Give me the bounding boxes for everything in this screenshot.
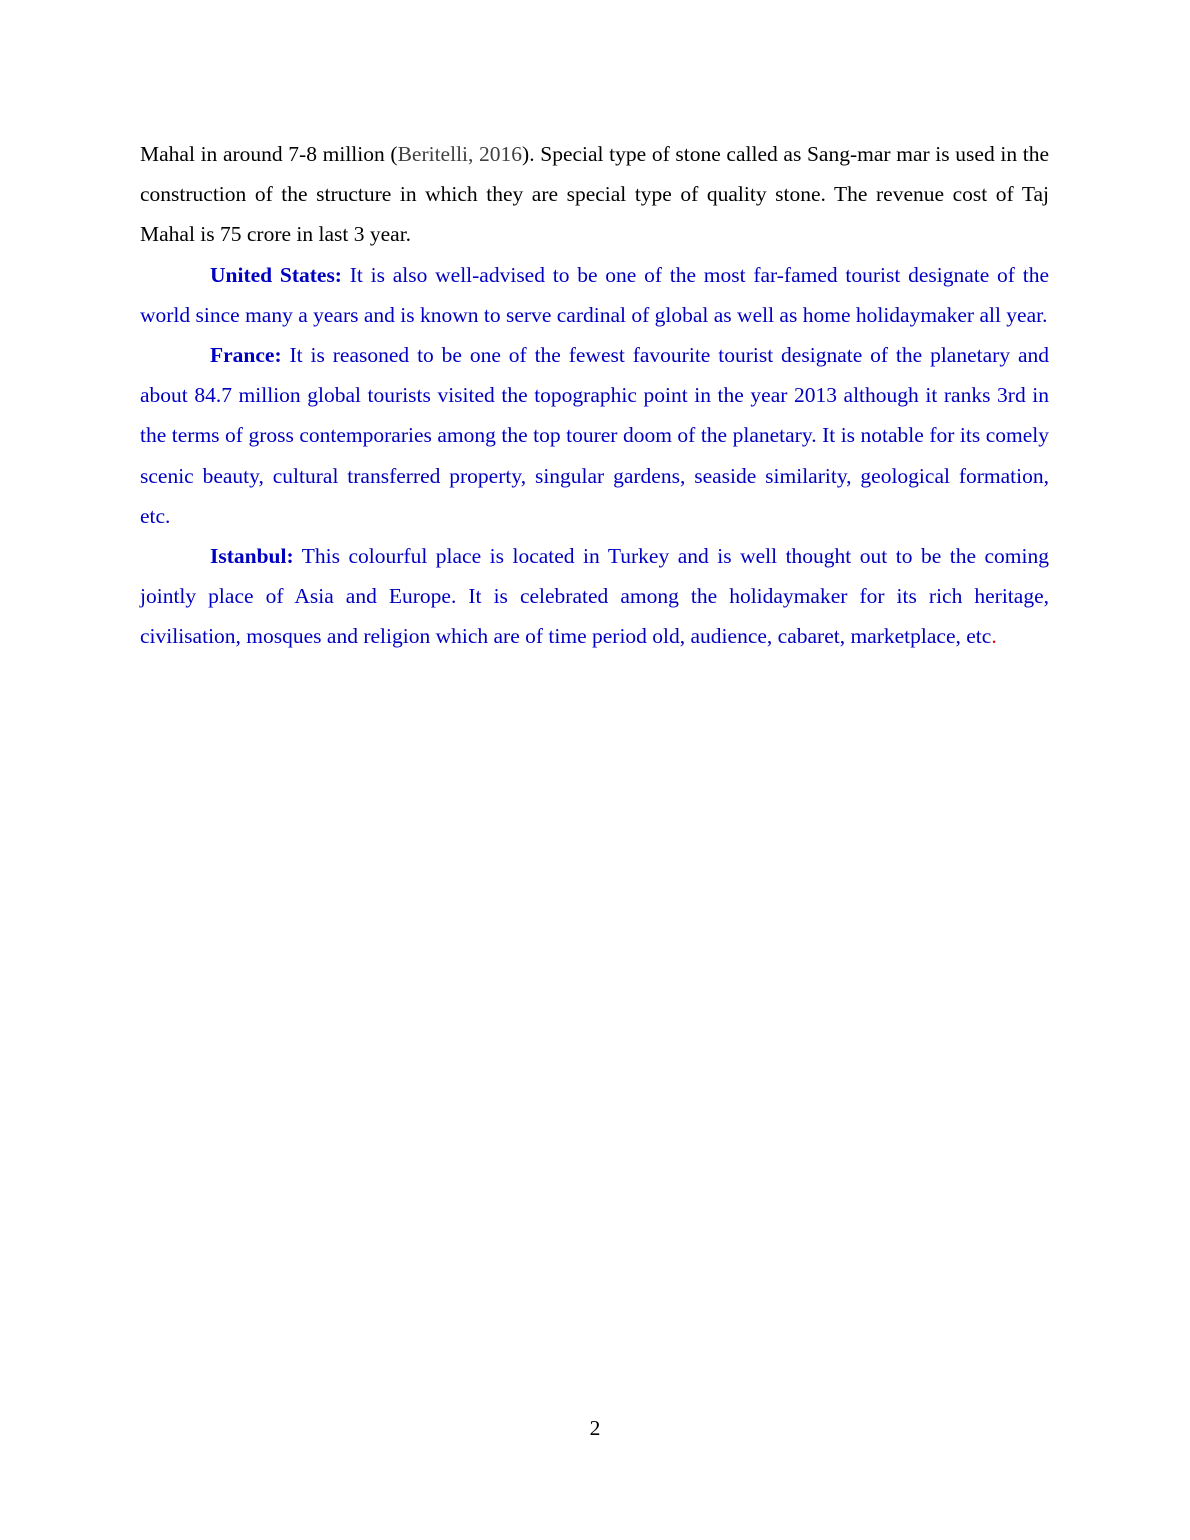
intro-text-before-citation: Mahal in around 7-8 million (	[140, 142, 398, 166]
section-text-istanbul: This colourful place is located in Turkey and is well thought out to be the coming jointly place of Asia and Europe. It is celebrated among the holidaymaker for its rich heritage, civilisation, mosques and religion which are of time period old, audience, cabaret, marketplace, etc	[140, 544, 1049, 649]
citation: Beritelli, 2016	[397, 142, 523, 166]
section-text-france: It is reasoned to be one of the fewest favourite tourist designate of the planetary and about 84.7 million global tourists visited the topographic point in the year 2013 although it ranks 3rd in the terms of gross contemporaries among the top tourer doom of the planetary. It is notable for its comely scenic beauty, cultural transferred property, singular gardens, seaside similarity, geological formation, etc.	[140, 343, 1049, 528]
section-paragraph-united-states	[140, 255, 1049, 335]
page-number: 2	[589, 1416, 601, 1440]
intro-text-after-citation: ). Special type of stone called as Sang-mar mar is used in the construction of the structure in which they are special type of quality stone. The revenue cost of Taj Mahal is 75 crore in last 3 year.	[140, 142, 1049, 247]
section-heading-france: France:	[210, 343, 282, 368]
section-heading-istanbul: Istanbul:	[210, 544, 294, 569]
document-body	[140, 134, 1049, 657]
trailing-punctuation: .	[991, 624, 997, 649]
intro-paragraph	[140, 134, 1049, 255]
section-text-united-states: It is also well-advised to be one of the most far-famed tourist designate of the world since many a years and is known to serve cardinal of global as well as home holidaymaker all year.	[140, 262, 1049, 327]
section-paragraph-france	[140, 335, 1049, 536]
section-paragraph-istanbul	[140, 536, 1049, 657]
section-heading-united-states: United States:	[210, 262, 342, 287]
